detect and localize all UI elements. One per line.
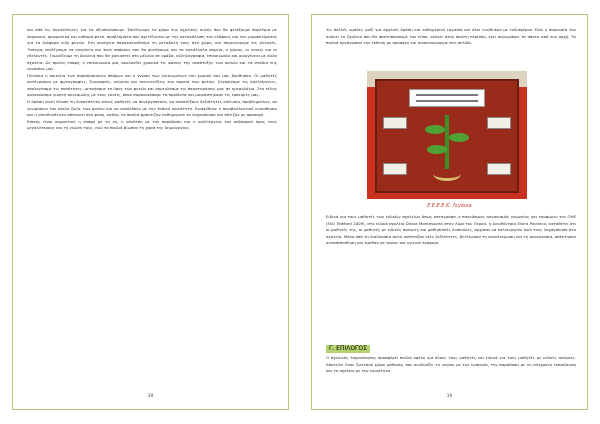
plant-leaf	[425, 125, 445, 134]
poster-note	[487, 117, 511, 129]
school-garden-poster-photo	[367, 71, 527, 199]
plant-root	[433, 167, 461, 181]
photo-caption: Ε.Ε.Ε.Ε.Κ. Λιγάνια	[427, 203, 472, 209]
poster-note	[383, 163, 407, 175]
poster-title-card	[409, 89, 485, 107]
right-page-number: 39	[446, 394, 453, 399]
left-page-number: 38	[147, 394, 154, 399]
plant-leaf	[449, 133, 469, 142]
poster-note	[487, 163, 511, 175]
section-heading-epilogue: Γ. ΕΠΙΛΟΓΟΣ	[326, 345, 370, 353]
poster-note	[383, 117, 407, 129]
plant-leaf	[427, 145, 447, 154]
right-page-body-bottom: Ο σχολικός λαχανόκηπος προσφέρει πολλά οφέλη για όλους τους μαθητές και ειδικά για τους μαθητές με ειδικές ανάγκες. Αποτελεί έναν ζωντανό χώρο μάθησης που συνδυάζει τη γνώση με την εμπειρία, την παράδοση με τη σύγχρονη εκπαίδευση και το σχολείο με την κοινότητα.	[326, 355, 576, 374]
plant-stem	[445, 115, 449, 169]
left-page	[12, 14, 289, 410]
right-page-body-mid: Ειδικά για τους μαθητές των ειδικών σχολείων όπως καταγράφει ο παγκόσμιος οργανισμός γεωργίας και τροφίμων του ΟΗΕ (FAO Teleford 2009), στο ειδικό σχολείο Diviza Montessoria στην Λίμα του Περού, η διευθύντρια Elvira Pacheco, καταθέτει ότι οι μαθητές της, οι μαθητές με ειδικές ανάγκες και μαθησιακές δυσκολίες, άρχισαν να καλλιεργούν δικό τους λαχανόκηπο στο σχολείο. Μέσα από τη διαδικασία αυτή ανέπτυξαν νέες δεξιότητες, βελτίωσαν τη συγκέντρωση και τη συνεργασία, απέκτησαν αυτοπεποίθηση και έμαθαν να τρώνε πιο υγιεινά τρόφιμα.	[326, 214, 576, 246]
left-page-body: και από τις δυνατότητες για τα αξιοποιήσουμε. Επιλέγουμε το χώρο της σχολικής αυλής που θα φτιάξουμε παρτέρια με λαχανικά, αρωματικά και καθαρά φυτά, προβλήματα που σχετίζονται με την κατανάλωση του εδάφους και του μικροκλίματος για τα διάφορα είδη φυτών. Στη συνέχεια παρακολουθούμε τη μεταβολή τους στο χώρο, και σημειώνουμε τις αλλαγές. Ύστερα, επιλέγουμε τα εργαλεία και τους σπόρους που θα φυτέψουμε και τα κατάλληλα σημεία, ο χώρος, οι γονείς και οι εθελοντές. Γνωρίζουμε τη δουλειά που θα χρειαστεί στο μέλλον σε ομάδα, αλληλογραφία, επικοινωνία και οικογένεια με άλλα σχολεία. Ως πρώτη επαφή, η επικοινωνία μας ακολουθεί χρονικά τις φάσεις της ανάπτυξης των φυτών και τα στάδια της εργασίας μας. Πλούσια η ποικιλία των παραδοσιακών σπόρων και η γνώση των ηλικιωμένων του χωριού που μας βοήθησαν. Οι μαθητές κατέγραψαν με φωτογραφίες, ζωγραφιές, κείμενα και συνεντεύξεις την πορεία των φυτών. Συγκρίναμε τις καλλιέργειες, υπολογίσαμε τις ποσότητες, μετρήσαμε το ύψος των φυτών και σημειώσαμε τις παρατηρήσεις μας σε ημερολόγιο. Στο τέλος οργανώσαμε γιορτή συγκομιδής με τους γονείς, όπου παρουσιάσαμε τα προϊόντα και μοιραστήκαμε τις εμπειρίες μας. Η δράση αυτή έδωσε τη δυνατότητα στους μαθητές να συνεργαστούν, να αναπτύξουν δεξιότητες επίλυσης προβλημάτων, να γνωρίσουν τον κύκλο ζωής των φυτών και να συνδεθούν με την τοπική κοινότητα. Ενισχύθηκε η περιβαλλοντική ευαισθησία και η υπευθυνότητα απέναντι στη φύση, καθώς τα παιδιά φρόντιζαν καθημερινά το λαχανόκηπο και πότιζαν με προσοχή. Επίσης είναι σημαντική η επαφή με τη γη, η σύνδεση με την παράδοση και η καλλιέργεια του σεβασμού προς τους μεγαλύτερους και τη γνώση τους, ενώ τα παιδιά βίωσαν τη χαρά της δημιουργίας.	[27, 27, 277, 131]
right-page-body-top: τις πολλές ομάδες μαζί για σχολική δράση και καθημερινή εργασία και όλοι ενώθηκαν με ενδιαφέρον. Εδώ η παρουσία του ανήκει το Σχολείο που θα αποτυπώσουμε τον κήπο, ανήκει στην πρώτη περίοδο, έχει περιγράψει τα πάντα από την αρχή. Τα παιδιά οργάνωσαν την έκθεση με προσοχή και ανακοινώνουμε στη σελίδα.	[326, 27, 576, 46]
right-page	[311, 14, 588, 410]
